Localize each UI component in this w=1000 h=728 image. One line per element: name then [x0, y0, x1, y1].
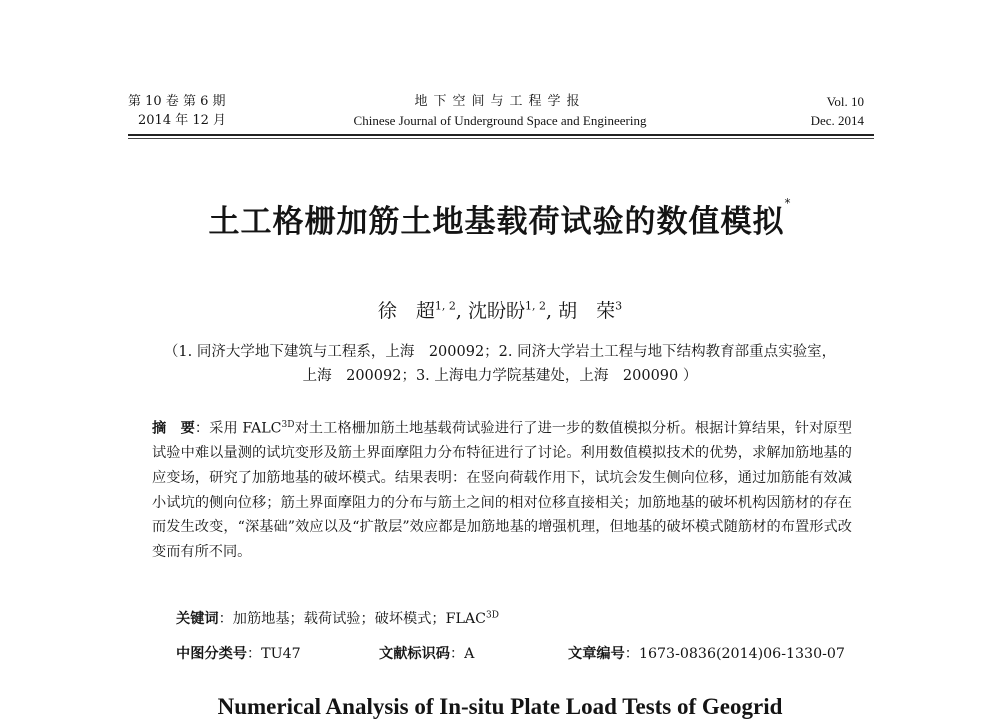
- volume-issue: 第 10 卷 第 6 期: [128, 94, 226, 109]
- keywords-text: 加筋地基；载荷试验；破坏模式；FLAC: [232, 611, 486, 627]
- date-cn: 2014 年 12 月: [138, 113, 227, 128]
- journal-name-cn: 地下空间与工程学报: [414, 94, 586, 109]
- document-code: 文献标识码：A: [379, 646, 475, 662]
- header-rule-thin: [128, 138, 874, 139]
- english-title: Numerical Analysis of In-situ Plate Load Tests of Geogrid: [217, 694, 783, 719]
- header-center: [300, 92, 700, 130]
- keywords: 关键词：加筋地基；载荷试验；破坏模式；$FLAC^{3D}$: [176, 610, 499, 627]
- clc-number: 中图分类号：TU47: [176, 646, 301, 662]
- affiliation-line: 上海 200092；3. 上海电力学院基建处，上海 200090 ）: [302, 368, 698, 384]
- abstract-label: 摘 要: [152, 420, 195, 437]
- title-footnote-mark: *: [784, 196, 792, 210]
- author-affiliation-mark: 1, 2: [434, 299, 456, 313]
- author-name: 徐 超: [377, 300, 435, 322]
- header-left: [128, 92, 226, 130]
- date-en: Dec. 2014: [810, 113, 864, 128]
- abstract-text: 对土工格栅加筋土地基载荷试验进行了进一步的数值模拟分析。根据计算结果，针对原型试验中难以量测的试坑变形及筋土界面摩阻力分布特征进行了讨论。利用数值模拟技术的优势，求解加筋地基的应变场，研究了加筋地基的破坏模式。结果表明：在竖向荷载作用下，试坑会发生侧向位移，通过加筋能有效减小试坑的侧向位移；筋土界面摩阻力的分布与筋土之间的相对位移直接相关；加筋地基的破坏机构因筋材的存在而发生改变，“深基础”效应以及“扩散层”效应都是加筋地基的增强机理，但地基的破坏模式随筋材的布置形式改变而有所不同。: [152, 420, 852, 560]
- affiliation-line: （1. 同济大学地下建筑与工程系，上海 200092；2. 同济大学岩土工程与地下结构教育部重点实验室，: [163, 344, 837, 360]
- keywords-label: 关键词: [176, 611, 219, 627]
- volume-en: Vol. 10: [826, 94, 864, 109]
- journal-name-en: Chinese Journal of Underground Space and Engineering: [353, 113, 647, 128]
- header-right: [811, 92, 864, 130]
- author-list: 徐 超$^{1, 2}$, 沈盼盼$^{1, 2}$, 胡 荣$^3$: [377, 299, 623, 322]
- abstract: 摘 要：采用 $FALC^{3D}$对土工格栅加筋土地基载荷试验进行了进一步的数值模拟分析。根据计算结果，针对原型试验中难以量测的试坑变形及筋土界面摩阻力分布特征进行了讨论。利用数值模拟技术的优势，求解加筋地基的应变场，研究了加筋地基的破坏模式。结果表明：在竖向荷载作用下，试坑会发生侧向位移，通过加筋能有效减小试坑的侧向位移；筋土界面摩阻力的分布与筋土之间的相对位移直接相关；加筋地基的破坏机构因筋材的存在而发生改变，“深基础”效应以及“扩散层”效应都是加筋地基的增强机理，但地基的破坏模式随筋材的布置形式改变而有所不同。: [152, 420, 852, 560]
- author-name: 胡 荣: [558, 300, 616, 322]
- author-affiliation-mark: 1, 2: [525, 299, 546, 313]
- author-affiliation-mark: 3: [615, 299, 623, 313]
- paper-title-text: 土工格栅加筋土地基载荷试验的数值模拟: [208, 204, 785, 240]
- paper-title: [0, 196, 1000, 241]
- article-number: 文章编号：1673-0836(2014)06-1330-07: [568, 646, 845, 662]
- author-name: 沈盼盼: [467, 300, 525, 322]
- header-rule: [128, 134, 874, 136]
